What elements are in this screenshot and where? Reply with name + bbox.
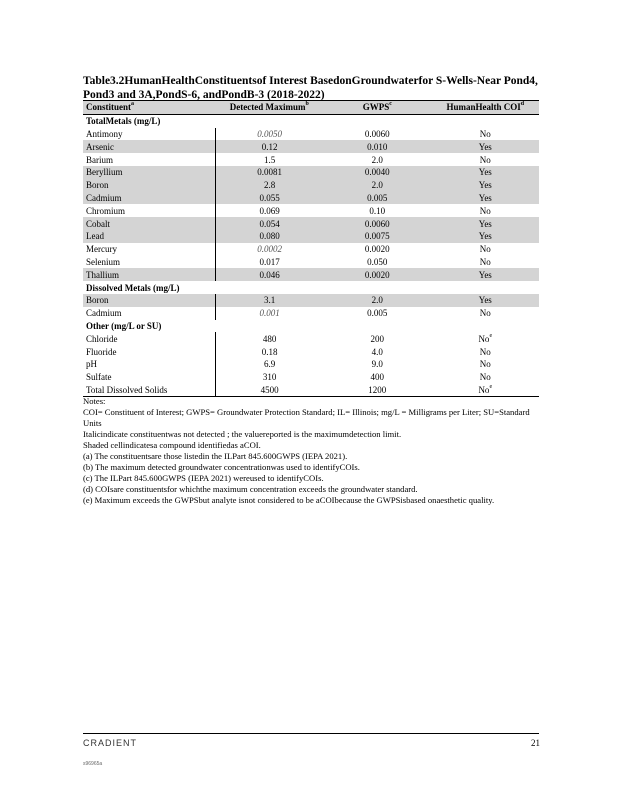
coi-value: Yes: [478, 218, 492, 229]
cell-gwps: 9.0: [371, 359, 383, 370]
coi-value: No: [478, 384, 490, 395]
cell-constituent: Cobalt: [83, 217, 216, 230]
cell-detected-maximum: 0.0002: [216, 243, 323, 256]
table-row: [83, 358, 539, 371]
table-row: [83, 294, 539, 307]
cell-gwps: 0.0060: [364, 128, 390, 139]
cell-constituent: Total Dissolved Solids: [83, 384, 216, 397]
coi-value: No: [479, 244, 491, 255]
coi-value: No: [479, 346, 491, 357]
cell-human-health-coi: [432, 268, 539, 281]
note-line: (c) The ILPart 845.600GWPS (IEPA 2021) wereused to identifyCOIs.: [83, 473, 324, 483]
coi-value: Yes: [478, 167, 492, 178]
cell-gwps: 1200: [323, 384, 432, 397]
table-row: [83, 166, 539, 179]
section-title: Dissolved Metals (mg/L): [86, 282, 180, 293]
cell-detected-maximum: 0.0050: [216, 128, 323, 141]
section-title: TotalMetals (mg/L): [86, 116, 161, 127]
cell-detected-maximum: 1.5: [216, 153, 323, 166]
coi-value: Yes: [478, 192, 492, 203]
cell-constituent: Cadmium: [83, 192, 216, 205]
cell-human-health-coi: [432, 345, 539, 358]
cell-gwps: 0.0075: [323, 230, 432, 243]
cell-gwps: 0.010: [323, 140, 432, 153]
cell-human-health-coi: [432, 307, 539, 320]
company-logo: CRADIENT: [83, 738, 138, 748]
cell-constituent: Boron: [83, 294, 216, 307]
cell-detected-maximum: 0.18: [216, 345, 323, 358]
header-gwps: GWPS$^c$: [323, 101, 432, 115]
cell-human-health-coi: [432, 179, 539, 192]
section-title: Other (mg/L or SU): [86, 320, 162, 331]
footnote-marker: e: [489, 383, 493, 390]
table-row: [83, 332, 539, 345]
note-line: (d) COIsare constituentsfor whichthe maximum concentration exceeds the groundwater standard.: [83, 484, 418, 494]
section-header-row: [83, 114, 539, 127]
table-row: [83, 140, 539, 153]
page-number: 21: [531, 738, 540, 748]
cell-detected-maximum: 0.0081: [216, 166, 323, 179]
cell-constituent: Thallium: [83, 268, 216, 281]
cell-constituent: Fluoride: [86, 346, 117, 357]
footer-divider: [83, 733, 539, 734]
cell-detected-maximum: 310: [216, 371, 323, 384]
header-constituent: Constituent$^a$: [83, 101, 216, 115]
cell-constituent: Boron: [83, 179, 216, 192]
cell-gwps: 400: [370, 372, 385, 383]
table-row: [83, 307, 539, 320]
cell-detected-maximum: 0.054: [216, 217, 323, 230]
table-row: [83, 384, 539, 397]
cell-gwps: 0.0040: [323, 166, 432, 179]
cell-detected-maximum: 480: [216, 332, 323, 345]
note-line: COI= Constituent of Interest; GWPS= Groundwater Protection Standard; IL= Illinois; mg/L = Milligrams per Liter; SU=Standard Units: [83, 407, 530, 428]
note-line: (a) The constituentsare those listedin the ILPart 845.600GWPS (IEPA 2021).: [83, 451, 348, 461]
coi-value: No: [479, 359, 491, 370]
cell-detected-maximum: 0.001: [216, 307, 323, 320]
cell-constituent: Arsenic: [83, 140, 216, 153]
footnote-marker: e: [489, 332, 493, 339]
cell-constituent: Chloride: [86, 333, 118, 344]
cell-constituent: Mercury: [86, 244, 117, 255]
cell-detected-maximum: 0.12: [216, 140, 323, 153]
cell-gwps: 2.0: [323, 179, 432, 192]
coi-value: Yes: [478, 180, 492, 191]
document-code: s96965a: [83, 761, 103, 767]
table-row: [83, 345, 539, 358]
note-line: Shaded cellindicatesa compound identifiedas aCOI.: [83, 440, 261, 450]
coi-value: No: [478, 333, 490, 344]
cell-human-health-coi: [432, 332, 539, 345]
cell-human-health-coi: [432, 204, 539, 217]
cell-human-health-coi: [432, 166, 539, 179]
cell-gwps: 2.0: [371, 154, 383, 165]
cell-human-health-coi: [432, 128, 539, 141]
cell-gwps: 0.005: [323, 192, 432, 205]
cell-gwps: 0.10: [369, 205, 386, 216]
table-row: [83, 371, 539, 384]
table-row: [83, 256, 539, 269]
cell-constituent: Beryllium: [83, 166, 216, 179]
cell-human-health-coi: [432, 243, 539, 256]
cell-human-health-coi: [432, 153, 539, 166]
cell-gwps: 200: [370, 333, 385, 344]
coi-value: No: [479, 308, 491, 319]
cell-human-health-coi: [432, 230, 539, 243]
cell-constituent: pH: [86, 359, 97, 370]
cell-gwps: 4.0: [371, 346, 383, 357]
header-detected-maximum: Detected Maximum$^b$: [216, 101, 323, 115]
table-row: [83, 268, 539, 281]
table-row: [83, 217, 539, 230]
coi-value: Yes: [478, 295, 492, 306]
table-title: Table3.2HumanHealthConstituentsof Interest BasedonGroundwaterfor S-Wells-Near Pond4, Pond3 and 3A,PondS-6, andPondB-3 (2018-2022): [83, 75, 538, 101]
table-row: [83, 153, 539, 166]
coi-table: [83, 100, 539, 397]
cell-human-health-coi: [432, 294, 539, 307]
table-row: [83, 128, 539, 141]
cell-detected-maximum: 0.046: [216, 268, 323, 281]
cell-gwps: 0.0020: [364, 244, 390, 255]
note-line: (e) Maximum exceeds the GWPSbut analyte isnot considered to be aCOIbecause the GWPSisbased onaesthetic quality.: [83, 495, 495, 505]
coi-value: Yes: [478, 141, 492, 152]
cell-human-health-coi: [432, 384, 539, 397]
cell-constituent: Chromium: [86, 205, 126, 216]
cell-human-health-coi: [432, 256, 539, 269]
header-human-health-coi: HumanHealth COI$^d$: [432, 101, 539, 115]
cell-detected-maximum: 6.9: [216, 358, 323, 371]
cell-constituent: Barium: [86, 154, 113, 165]
cell-gwps: 0.0020: [323, 268, 432, 281]
table-row: [83, 243, 539, 256]
cell-detected-maximum: 0.080: [216, 230, 323, 243]
section-header-row: [83, 281, 539, 294]
cell-gwps: 0.0060: [323, 217, 432, 230]
cell-human-health-coi: [432, 192, 539, 205]
note-line: (b) The maximum detected groundwater concentrationwas used to identifyCOIs.: [83, 462, 360, 472]
coi-value: Yes: [478, 269, 492, 280]
coi-value: Yes: [478, 231, 492, 242]
coi-value: No: [479, 372, 491, 383]
table-row: [83, 230, 539, 243]
cell-gwps: 0.005: [367, 308, 388, 319]
cell-constituent: Selenium: [86, 256, 120, 267]
coi-value: No: [479, 154, 491, 165]
table-body: [83, 114, 539, 397]
cell-detected-maximum: 0.069: [216, 204, 323, 217]
cell-gwps: 2.0: [323, 294, 432, 307]
cell-detected-maximum: 0.017: [216, 256, 323, 269]
cell-gwps: 0.050: [367, 256, 388, 267]
coi-value: No: [479, 205, 491, 216]
section-header-row: [83, 320, 539, 333]
note-line: Italicindicate constituentwas not detected ; the valuereported is the maximumdetection limit.: [83, 429, 402, 439]
cell-human-health-coi: [432, 217, 539, 230]
notes-heading: Notes:: [83, 396, 106, 406]
cell-human-health-coi: [432, 358, 539, 371]
cell-constituent: Cadmium: [86, 308, 122, 319]
cell-constituent: Lead: [83, 230, 216, 243]
cell-human-health-coi: [432, 371, 539, 384]
coi-value: No: [479, 128, 491, 139]
cell-detected-maximum: 0.055: [216, 192, 323, 205]
table-header-row: [83, 101, 539, 115]
cell-human-health-coi: [432, 140, 539, 153]
coi-value: No: [479, 256, 491, 267]
table-row: [83, 204, 539, 217]
cell-constituent: Sulfate: [86, 372, 112, 383]
table-row: [83, 179, 539, 192]
cell-detected-maximum: 4500: [216, 384, 323, 397]
cell-detected-maximum: 2.8: [216, 179, 323, 192]
table-row: [83, 192, 539, 205]
cell-constituent: Antimony: [86, 128, 123, 139]
cell-detected-maximum: 3.1: [216, 294, 323, 307]
table-notes: [83, 396, 541, 506]
